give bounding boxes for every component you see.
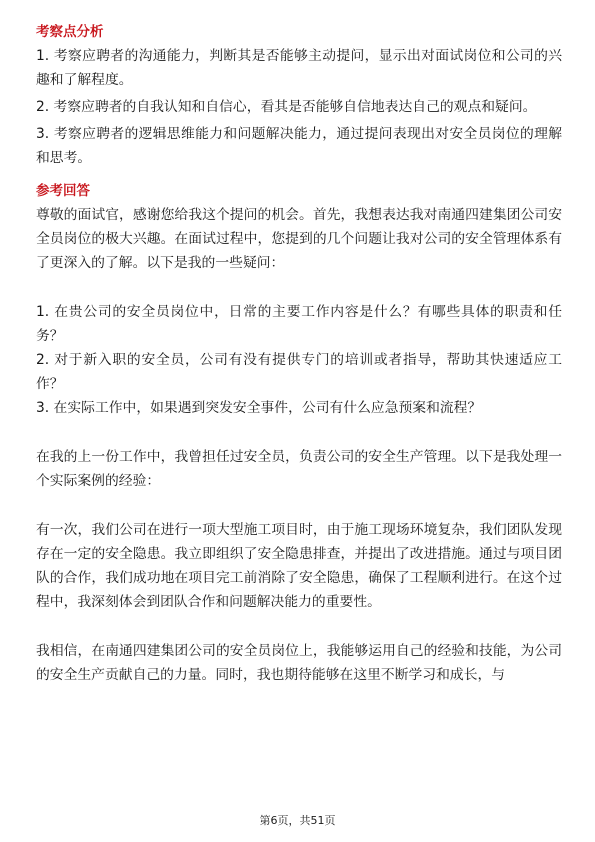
document-page	[36, 20, 562, 687]
experience-intro: 在我的上一份工作中，我曾担任过安全员，负责公司的安全生产管理。以下是我处理一个实际案例的经验：	[36, 449, 562, 489]
case-paragraph: 有一次，我们公司在进行一项大型施工项目时，由于施工现场环境复杂，我们团队发现存在一定的安全隐患。我立即组织了安全隐患排查，并提出了改进措施。通过与项目团队的合作，我们成功地在项目完工前消除了安全隐患，确保了工程顺利进行。在这个过程中，我深刻体会到团队合作和问题解决能力的重要性。	[36, 522, 562, 610]
question-item-2: 2. 对于新入职的安全员，公司有没有提供专门的培训或者指导，帮助其快速适应工作？	[36, 352, 562, 392]
question-item-3: 3. 在实际工作中，如果遇到突发安全事件，公司有什么应急预案和流程？	[36, 400, 482, 416]
closing-paragraph: 我相信，在南通四建集团公司的安全员岗位上，我能够运用自己的经验和技能，为公司的安全生产贡献自己的力量。同时，我也期待能够在这里不断学习和成长，与	[36, 643, 562, 683]
analysis-heading: 考察点分析	[36, 24, 104, 40]
question-item-1: 1. 在贵公司的安全员岗位中，日常的主要工作内容是什么？有哪些具体的职责和任务？	[36, 304, 562, 344]
analysis-item-3: 3. 考察应聘者的逻辑思维能力和问题解决能力，通过提问表现出对安全员岗位的理解和思考。	[36, 126, 562, 166]
analysis-item-1: 1. 考察应聘者的沟通能力，判断其是否能够主动提问，显示出对面试岗位和公司的兴趣和了解程度。	[36, 48, 562, 88]
answer-intro: 尊敬的面试官，感谢您给我这个提问的机会。首先，我想表达我对南通四建集团公司安全员岗位的极大兴趣。在面试过程中，您提到的几个问题让我对公司的安全管理体系有了更深入的了解。以下是我的一些疑问：	[36, 207, 562, 271]
answer-heading: 参考回答	[36, 183, 90, 199]
analysis-item-2: 2. 考察应聘者的自我认知和自信心，看其是否能够自信地表达自己的观点和疑问。	[36, 99, 537, 115]
page-number: 第6页，共51页	[259, 814, 336, 827]
